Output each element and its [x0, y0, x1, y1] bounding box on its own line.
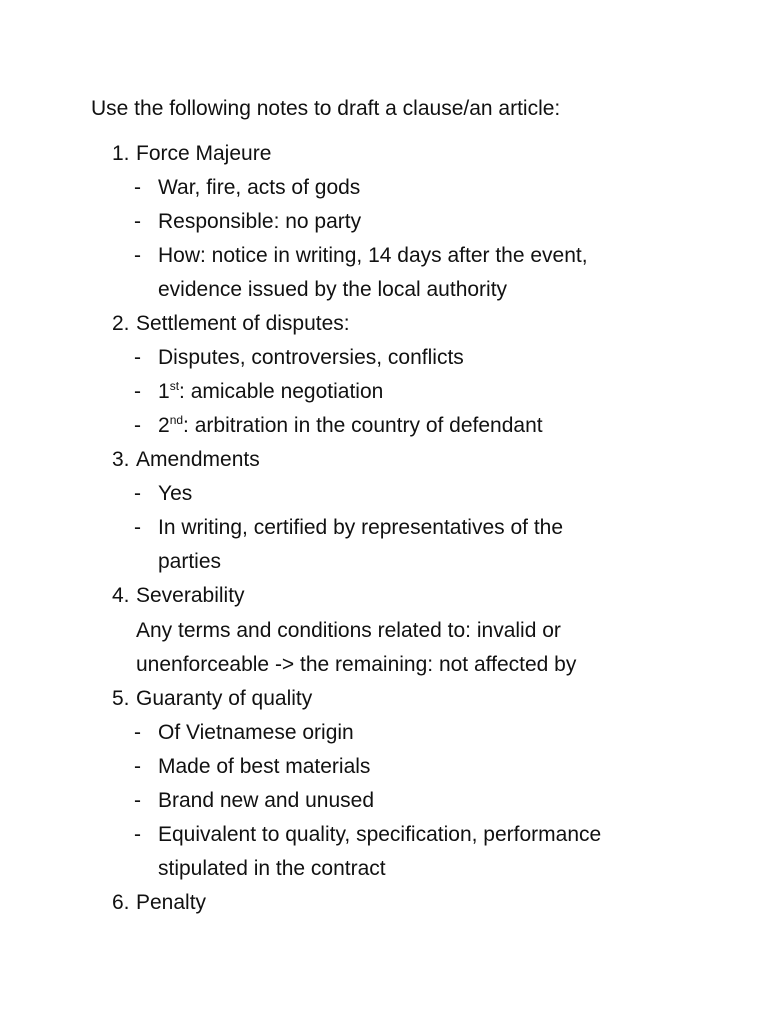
section-number: 4.: [112, 584, 130, 607]
bullet-continuation: stipulated in the contract: [158, 857, 386, 880]
section-number: 2.: [112, 312, 130, 335]
section-number: 3.: [112, 448, 130, 471]
bullet-item: - Equivalent to quality, specification, performance: [134, 821, 601, 849]
section-heading: [112, 310, 350, 338]
section-title: Force Majeure: [136, 142, 272, 165]
bullet-item: - Disputes, controversies, conflicts: [134, 344, 464, 372]
bullet-dash: -: [134, 210, 141, 233]
section-title: Guaranty of quality: [136, 687, 313, 710]
bullet-item: - Responsible: no party: [134, 208, 361, 236]
bullet-item: - In writing, certified by representatives of the: [134, 514, 563, 542]
section-title: Settlement of disputes:: [136, 312, 350, 335]
section-heading: [112, 140, 271, 168]
section-heading: [112, 685, 312, 713]
bullet-item: - 1st: amicable negotiation: [134, 378, 383, 406]
section-title: Penalty: [136, 891, 207, 914]
paragraph-line: unenforceable -> the remaining: not affected by: [136, 653, 577, 676]
bullet-item: - 2nd: arbitration in the country of defendant: [134, 412, 543, 440]
instruction-text: Use the following notes to draft a clause/an article:: [91, 97, 561, 120]
ordinal-suffix: st: [169, 379, 180, 393]
bullet-continuation: parties: [158, 550, 222, 573]
bullet-dash: -: [134, 346, 141, 369]
bullet-continuation: evidence issued by the local authority: [158, 278, 508, 301]
bullet-item: - Of Vietnamese origin: [134, 719, 354, 747]
bullet-dash: -: [134, 789, 141, 812]
bullet-dash: -: [134, 755, 141, 778]
bullet-item: - Yes: [134, 480, 192, 508]
section-title: Amendments: [136, 448, 260, 471]
bullet-item: - War, fire, acts of gods: [134, 174, 360, 202]
section-heading: [112, 582, 245, 610]
section-number: 5.: [112, 687, 130, 710]
section-heading: [112, 446, 260, 474]
bullet-dash: -: [134, 380, 141, 403]
paragraph-line: Any terms and conditions related to: invalid or: [136, 619, 561, 642]
section-number: 1.: [112, 142, 130, 165]
section-heading: [112, 889, 206, 917]
section-title: Severability: [136, 584, 245, 607]
section-number: 6.: [112, 891, 130, 914]
bullet-dash: -: [134, 244, 141, 267]
bullet-dash: -: [134, 516, 141, 539]
bullet-item: - Brand new and unused: [134, 787, 374, 815]
bullet-dash: -: [134, 176, 141, 199]
bullet-dash: -: [134, 721, 141, 744]
bullet-item: - Made of best materials: [134, 753, 370, 781]
bullet-dash: -: [134, 823, 141, 846]
bullet-dash: -: [134, 414, 141, 437]
bullet-dash: -: [134, 482, 141, 505]
ordinal-suffix: nd: [169, 413, 184, 427]
bullet-item: - How: notice in writing, 14 days after the event,: [134, 242, 588, 270]
